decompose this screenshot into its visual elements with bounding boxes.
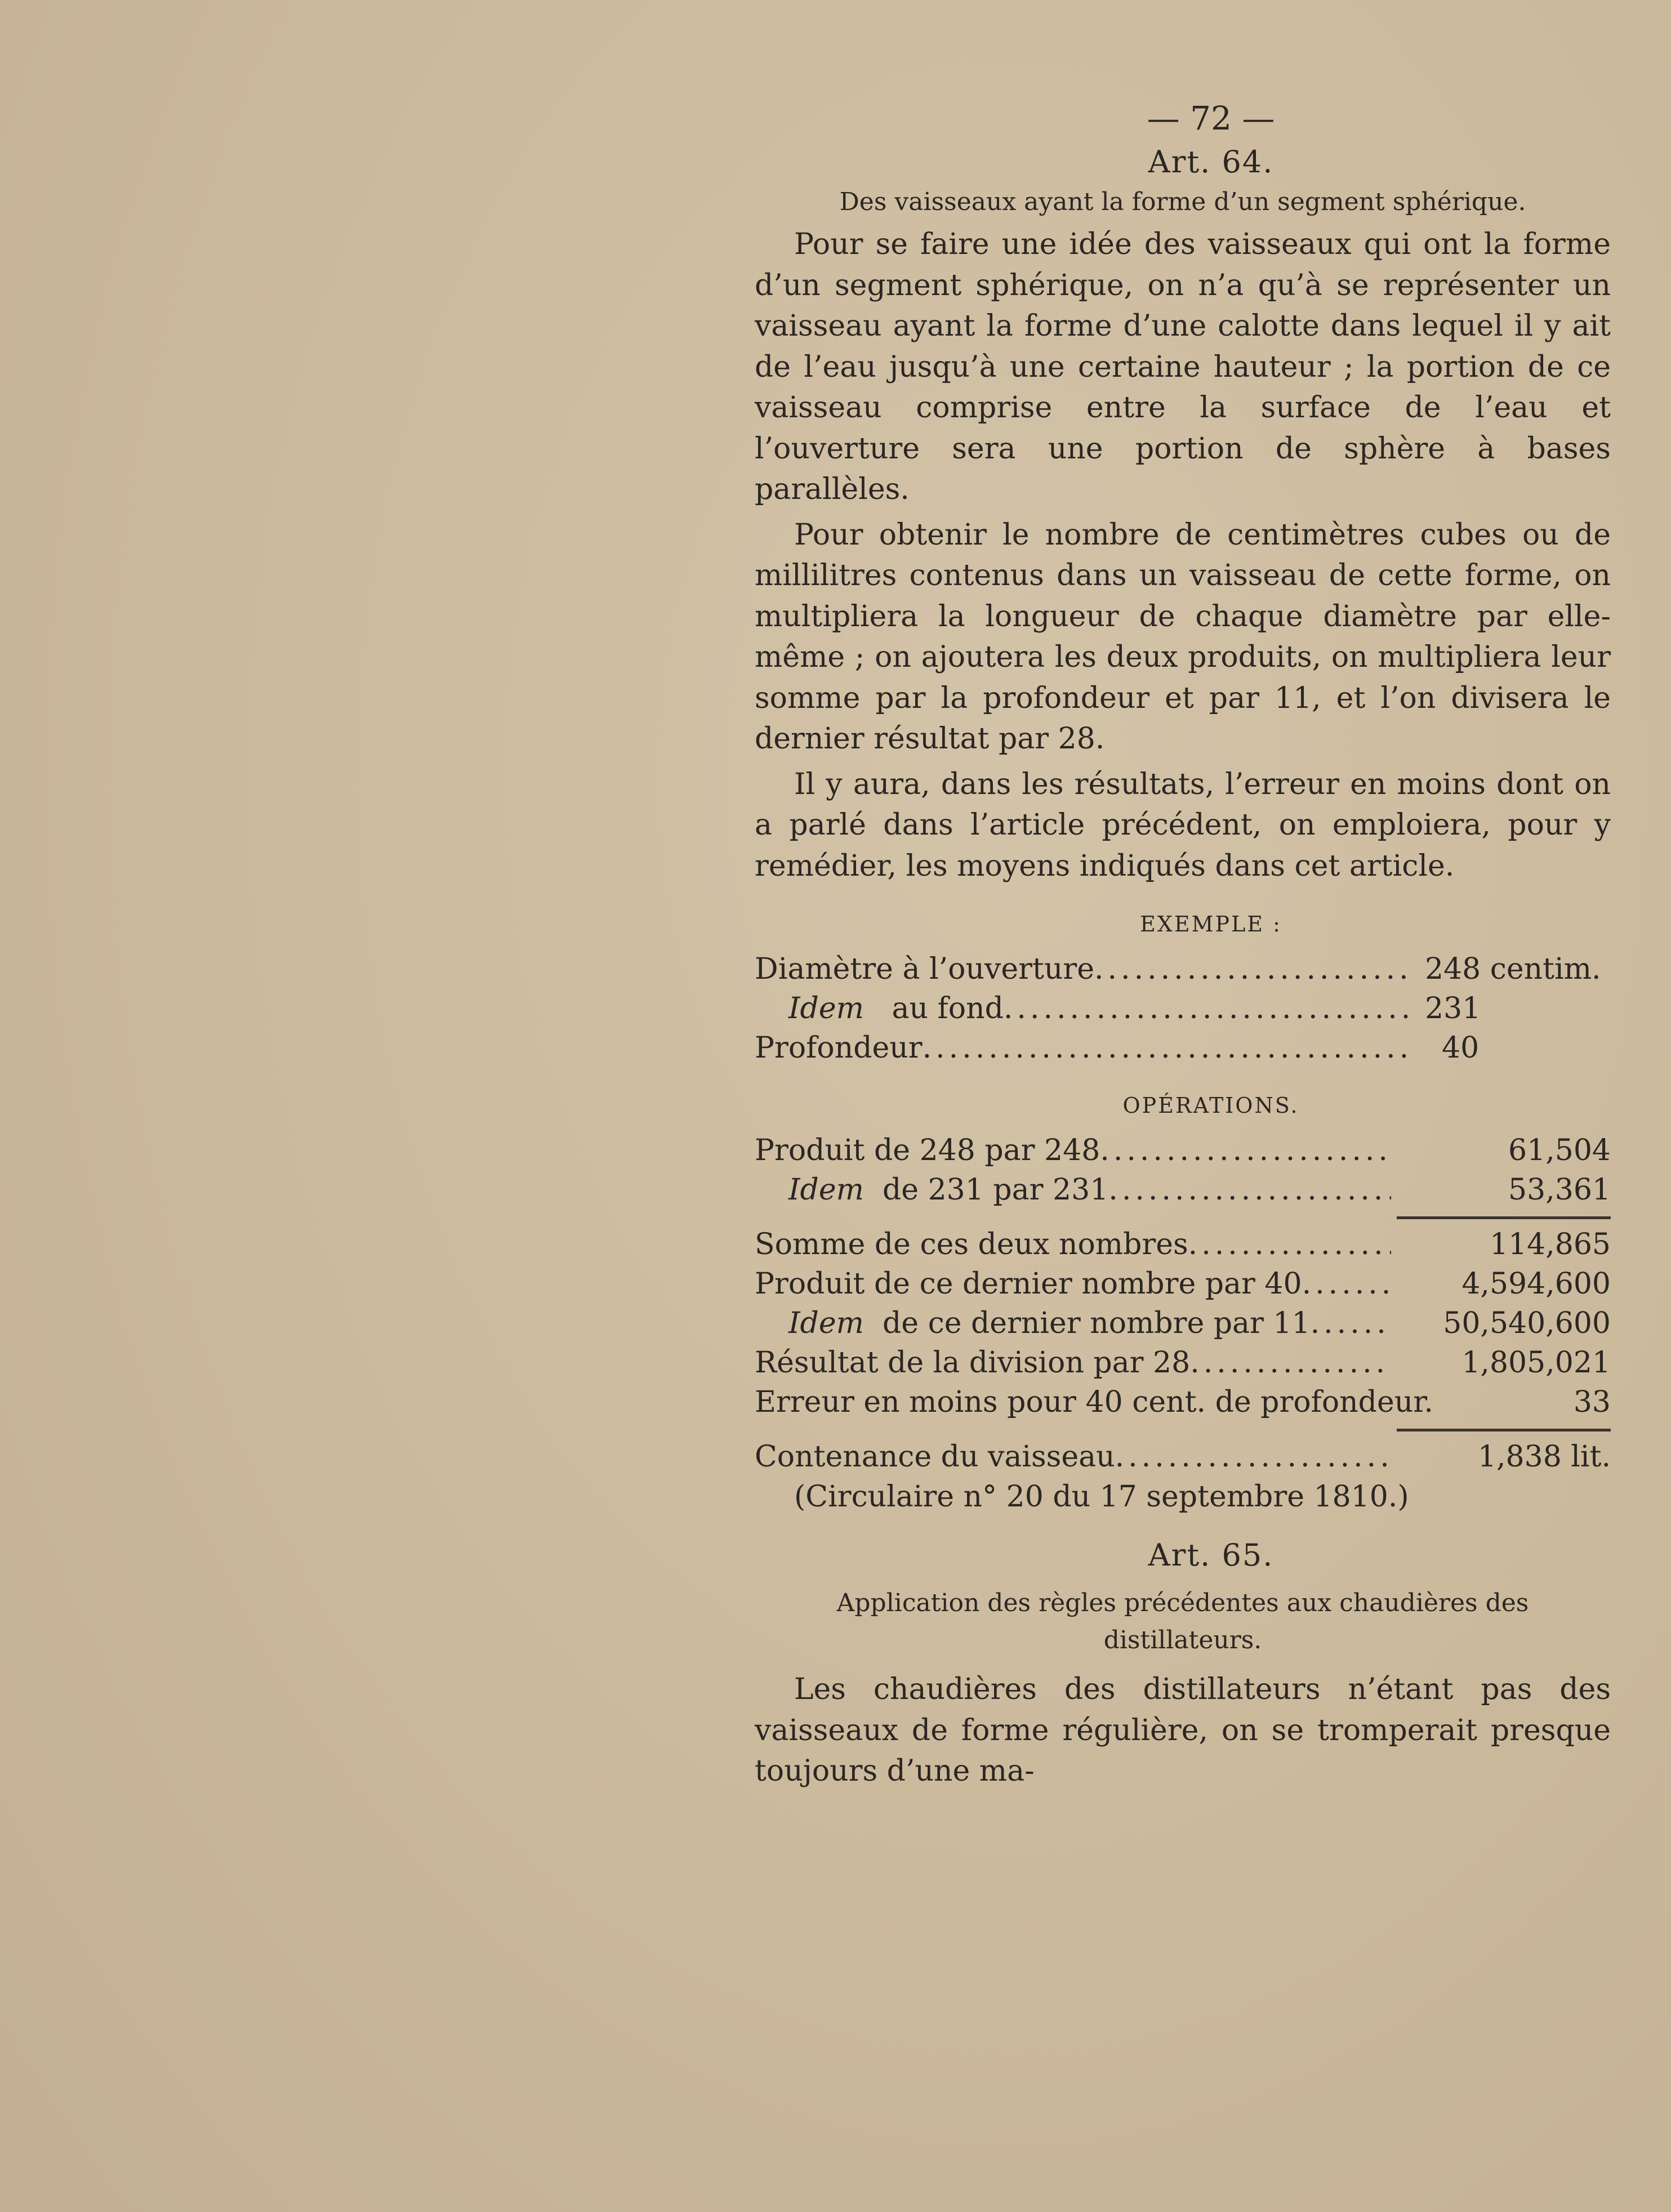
idem-label: Idem xyxy=(788,1306,864,1340)
sum-rule xyxy=(1397,1429,1611,1431)
article-65-title: Art. 65. xyxy=(1148,1537,1274,1573)
article-64-paragraph-2: Pour obtenir le nombre de centimètres cubes ou de millilitres contenus dans un vaisseau de cette forme, on multipliera la longueur de chaque diamètre par elle-même ; on ajoutera les deux produits, on multipliera leur somme par la profondeur et par 11, et l’on divisera le dernier résultat par 28. xyxy=(755,518,1611,756)
article-64-subtitle: Des vaisseaux ayant la forme d’un segment sphérique. xyxy=(839,188,1526,216)
operation-row xyxy=(755,1343,1611,1382)
example-value: 40 xyxy=(1442,1031,1480,1065)
leader-dots xyxy=(1108,1170,1391,1210)
example-value: 248 centim. xyxy=(1425,952,1601,986)
leader-dots xyxy=(1004,989,1414,1028)
operation-label: Contenance du vaisseau xyxy=(755,1440,1115,1474)
leader-dots xyxy=(1190,1343,1391,1382)
example-row xyxy=(755,1028,1611,1068)
operation-row xyxy=(755,1225,1611,1264)
operation-label: Erreur en moins pour 40 cent. de profondeur. xyxy=(755,1385,1433,1419)
article-65-subtitle: Application des règles précédentes aux chaudières des distillateurs. xyxy=(836,1589,1529,1654)
operation-row xyxy=(755,1264,1611,1304)
operation-value: 1,838 lit. xyxy=(1477,1440,1611,1474)
operation-row xyxy=(755,1304,1611,1343)
operations-table xyxy=(755,1131,1611,1477)
operations-heading: OPÉRATIONS. xyxy=(1122,1093,1299,1118)
idem-label: Idem xyxy=(788,1173,864,1207)
leader-dots xyxy=(1115,1437,1391,1477)
leader-dots xyxy=(1302,1264,1391,1304)
example-row xyxy=(755,989,1611,1028)
citation: (Circulaire n° 20 du 17 septembre 1810.) xyxy=(794,1480,1409,1514)
operation-value: 4,594,600 xyxy=(1461,1267,1611,1301)
operation-label: Produit de ce dernier nombre par 40 xyxy=(755,1267,1302,1301)
operation-row xyxy=(755,1170,1611,1210)
leader-dots xyxy=(1094,949,1414,989)
example-label xyxy=(755,989,1004,1028)
operation-row xyxy=(755,1382,1611,1422)
operation-row xyxy=(755,1437,1611,1477)
operation-row xyxy=(755,1131,1611,1170)
operation-value: 1,805,021 xyxy=(1461,1346,1611,1380)
operation-label: Résultat de la division par 28 xyxy=(755,1346,1191,1380)
page-content xyxy=(755,96,1611,1796)
article-65-paragraph: Les chaudières des distillateurs n’étant pas des vaisseaux de forme régulière, on se tromperait presque toujours d’une ma- xyxy=(755,1673,1611,1788)
operation-value: 53,361 xyxy=(1508,1173,1611,1207)
leader-dots xyxy=(923,1028,1414,1068)
article-64-paragraph-1: Pour se faire une idée des vaisseaux qui ont la forme d’un segment sphérique, on n’a qu’à se représenter un vaisseau ayant la forme d’une calotte dans lequel il y ait de l’eau jusqu’à une certaine hauteur ; la portion de ce vaisseau comprise entre la surface de l’eau et l’ouverture sera une portion de sphère à bases parallèles. xyxy=(755,228,1611,506)
operation-value: 114,865 xyxy=(1489,1228,1611,1261)
operation-label-text: de ce dernier nombre par 11 xyxy=(882,1306,1311,1340)
spacer xyxy=(755,1517,1611,1534)
operation-label: Somme de ces deux nombres xyxy=(755,1228,1188,1261)
example-row xyxy=(755,949,1611,989)
operation-value: 61,504 xyxy=(1508,1134,1611,1167)
page-number: — 72 — xyxy=(1147,99,1275,137)
operation-value: 50,540,600 xyxy=(1443,1306,1611,1340)
example-label: Profondeur xyxy=(755,1031,923,1065)
leader-dots xyxy=(1188,1225,1391,1264)
operation-label xyxy=(755,1170,1108,1210)
example-label-text: au fond xyxy=(892,992,1004,1025)
idem-label: Idem xyxy=(788,992,864,1025)
operation-value: 33 xyxy=(1573,1385,1611,1419)
article-64-title: Art. 64. xyxy=(1148,144,1274,180)
example-value: 231 xyxy=(1425,992,1481,1025)
operation-label-text: de 231 par 231 xyxy=(882,1173,1109,1207)
leader-dots xyxy=(1311,1304,1391,1343)
example-label: Diamètre à l’ouverture xyxy=(755,952,1094,986)
leader-dots xyxy=(1100,1131,1391,1170)
operation-label: Produit de 248 par 248 xyxy=(755,1134,1100,1167)
article-64-paragraph-3: Il y aura, dans les résultats, l’erreur en moins dont on a parlé dans l’article précédent, on emploiera, pour y remédier, les moyens indiqués dans cet article. xyxy=(755,767,1611,883)
example-table xyxy=(755,949,1611,1068)
operation-label xyxy=(755,1304,1311,1343)
sum-rule xyxy=(1397,1216,1611,1219)
example-heading: EXEMPLE : xyxy=(1140,912,1282,936)
